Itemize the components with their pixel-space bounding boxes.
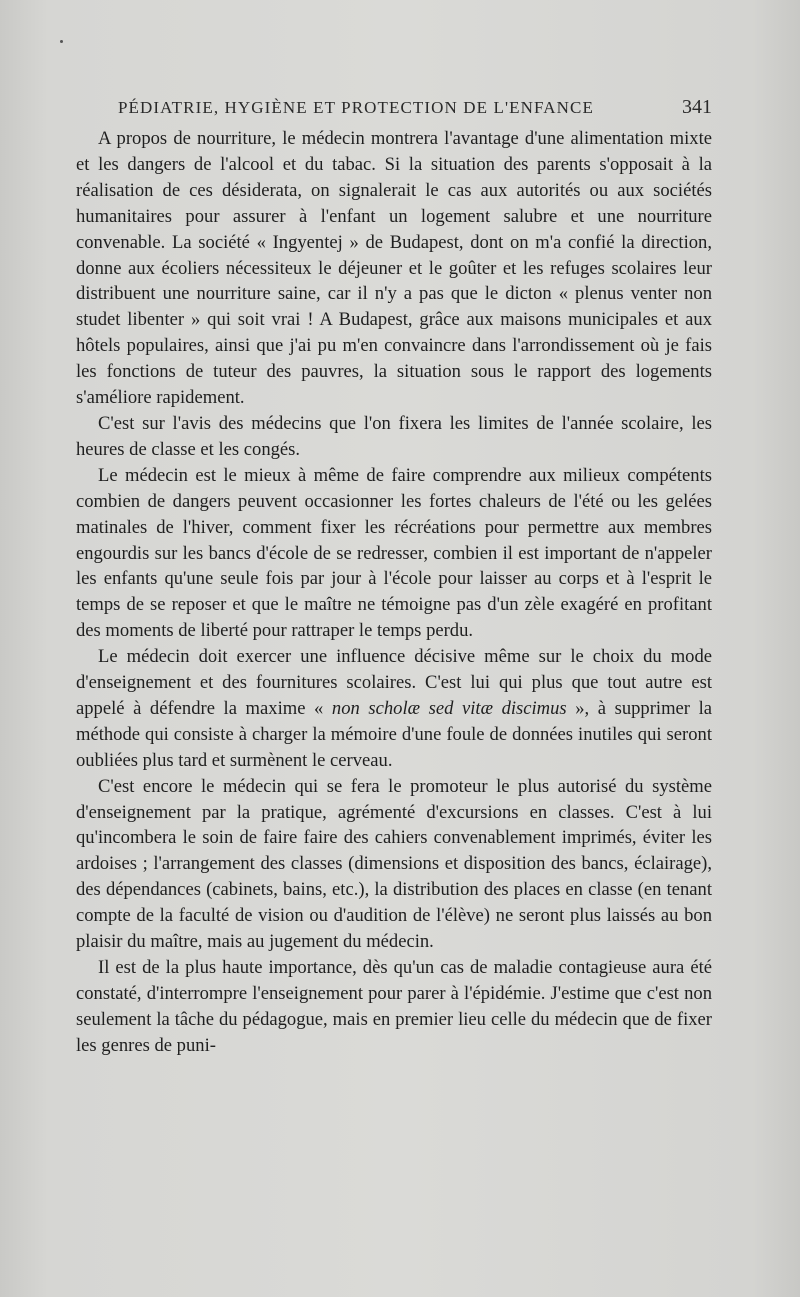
body-text bbox=[76, 126, 712, 1059]
page-number: 341 bbox=[682, 96, 712, 118]
paragraph-text: Il est de la plus haute importance, dès qu'un cas de maladie contagieuse aura été constaté, d'interrompre l'enseignement pour parer à l'épidémie. J'estime que c'est non seulement la tâche du pédagogue, mais en premier lieu celle du médecin que de fixer les genres de puni- bbox=[76, 957, 712, 1056]
latin-maxim: non scholæ sed vitæ discimus bbox=[331, 697, 567, 719]
paragraph bbox=[76, 411, 712, 463]
paragraph bbox=[76, 774, 712, 955]
speck-mark bbox=[60, 40, 63, 43]
paragraph bbox=[76, 126, 712, 411]
paragraph bbox=[76, 644, 712, 774]
paragraph-text: A propos de nourriture, le médecin montrera l'avantage d'une alimentation mixte et les dangers de l'alcool et du tabac. Si la situation des parents s'opposait à la réalisation de ces désiderata, on signalerait le cas aux autorités ou aux sociétés humanitaires pour assurer à l'enfant un logement salubre et une nourriture convenable. La société « Ingyentej » de Budapest, dont on m'a confié la direction, donne aux écoliers nécessiteux le déjeuner et le goûter et les refuges scolaires leur distribuent une nourriture saine, car il n'y a pas que le dicton « plenus venter non studet libenter » qui soit vrai ! A Budapest, grâce aux maisons municipales et aux hôtels populaires, ainsi que j'ai pu m'en convaincre dans l'arrondissement où je fais les fonctions de tuteur des pauvres, la situation sous le rapport des logements s'améliore rapidement. bbox=[76, 128, 712, 409]
paragraph bbox=[76, 955, 712, 1059]
running-title: PÉDIATRIE, HYGIÈNE ET PROTECTION DE L'ENFANCE bbox=[118, 98, 594, 117]
paragraph-text: C'est sur l'avis des médecins que l'on fixera les limites de l'année scolaire, les heures de classe et les congés. bbox=[76, 412, 712, 460]
paragraph bbox=[76, 463, 712, 644]
page-header bbox=[118, 98, 712, 124]
paragraph-text: Le médecin doit exercer une influence décisive même sur le choix du mode d'enseignement et des fournitures scolaires. C'est lui qui plus que tout autre est appelé à défendre la maxime « bbox=[76, 646, 712, 719]
paragraph-text: », à supprimer la méthode qui consiste à charger la mémoire d'une foule de données inutiles qui seront oubliées plus tard et surmènent le cerveau. bbox=[76, 697, 712, 771]
paragraph-text: Le médecin est le mieux à même de faire comprendre aux milieux compétents combien de dangers peuvent occasionner les fortes chaleurs de l'été ou les gelées matinales de l'hiver, comment fixer les récréations pour permettre aux membres engourdis sur les bancs d'école de se redresser, combien il est important de n'appeler les enfants qu'une seule fois par jour à l'école pour laisser au corps et à l'esprit le temps de se reposer et que le maître ne témoigne pas d'un zèle exagéré en profitant des moments de liberté pour rattraper le temps perdu. bbox=[76, 464, 712, 642]
paragraph-text: C'est encore le médecin qui se fera le promoteur le plus autorisé du système d'enseignement par la pratique, agrémenté d'excursions en classes. C'est à lui qu'incombera le soin de faire faire des cahiers convenablement imprimés, éviter les ardoises ; l'arrangement des classes (dimensions et disposition des bancs, éclairage), des dépendances (cabinets, bains, etc.), la distribution des places en classe (en tenant compte de la faculté de vision ou d'audition de l'élève) ne seront plus laissés au bon plaisir du maître, mais au jugement du médecin. bbox=[76, 775, 712, 953]
